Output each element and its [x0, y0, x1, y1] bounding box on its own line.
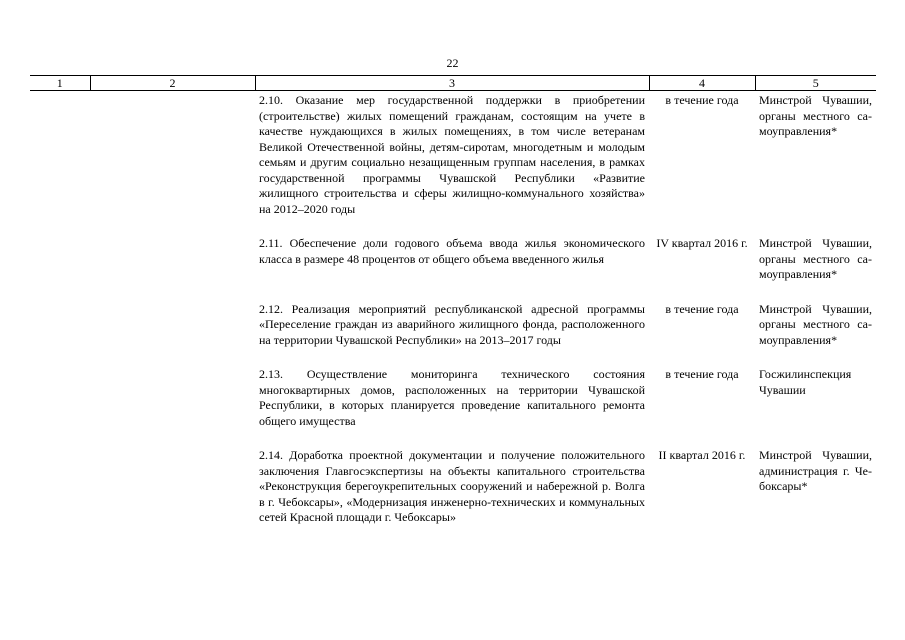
measure-text: 2.10. Оказание мер государственной поддержки в приобретении (строительстве) жилых помещений гражданам, состоящим на учете в качестве нуждающихся в жилых помещениях, в том числе ветеранам Великой Отечественной войны, детям-сиротам, многодетным и молодым семьям и другим социально незащищенным группам населения, в рамках государственной программы Чувашской Республики «Развитие жилищного строительства и сферы жилищно-коммунального хозяйства» на 2012–2020 годы	[259, 93, 645, 216]
column-number-row	[30, 76, 876, 91]
empty-cell	[90, 446, 255, 526]
measure-term: в течение года	[665, 93, 739, 107]
table-row	[30, 446, 876, 526]
measure-executor: Госжилинспекция Чувашии	[759, 367, 852, 397]
empty-cell	[90, 365, 255, 446]
column-number-3: 3	[255, 76, 649, 91]
measure-executor: Минстрой Чувашии, органы местного самоуправления*	[759, 301, 872, 347]
column-number-2: 2	[90, 76, 255, 91]
measures-table	[30, 75, 876, 526]
column-number-4: 4	[649, 76, 755, 91]
empty-cell	[90, 300, 255, 366]
measure-executor: Минстрой Чувашии, органы местного самоуправления*	[759, 236, 872, 281]
measure-term: II квартал 2016 г.	[658, 448, 746, 462]
measure-text: 2.14. Доработка проектной документации и получение положительного заключения Главгосэкспертизы на объекты капитального строительства «Реконструкция берегоукрепительных сооружений и набережной р. Волга в г. Чебоксары», «Модернизация инженерно-технических и коммунальных сетей Красной площади г. Чебоксары»	[259, 448, 645, 524]
empty-cell	[30, 91, 90, 235]
empty-cell	[30, 446, 90, 526]
measure-term: в течение года	[665, 301, 739, 316]
measure-text: 2.12. Реализация мероприятий республиканской адресной программы «Переселение граждан из аварийного жилищного фонда, расположенного на территории Чувашской Республики» на 2013–2017 годы	[259, 301, 645, 347]
measure-text: 2.11. Обеспечение доли годового объема ввода жилья экономического класса в размере 48 процентов от общего объема введенного жилья	[259, 236, 645, 266]
measure-term: в течение года	[665, 367, 739, 381]
column-number-1: 1	[30, 76, 90, 91]
measure-executor: Минстрой Чувашии, администрация г. Чебоксары*	[759, 448, 872, 493]
empty-cell	[30, 234, 90, 300]
measure-term: IV квартал 2016 г.	[656, 236, 748, 250]
empty-cell	[90, 234, 255, 300]
measure-text: 2.13. Осуществление мониторинга технического состояния многоквартирных домов, расположенных на территории Чувашской Республики, в которых планируется проведение капитального ремонта общего имущества	[259, 367, 645, 428]
empty-cell	[30, 300, 90, 366]
measure-executor: Минстрой Чувашии, органы местного самоуправления*	[759, 93, 872, 138]
empty-cell	[30, 365, 90, 446]
page-number: 22	[446, 56, 459, 70]
table-row	[30, 365, 876, 446]
table-row	[30, 234, 876, 300]
table-row	[30, 91, 876, 235]
empty-cell	[90, 91, 255, 235]
column-number-5: 5	[755, 76, 876, 91]
table-row	[30, 300, 876, 366]
